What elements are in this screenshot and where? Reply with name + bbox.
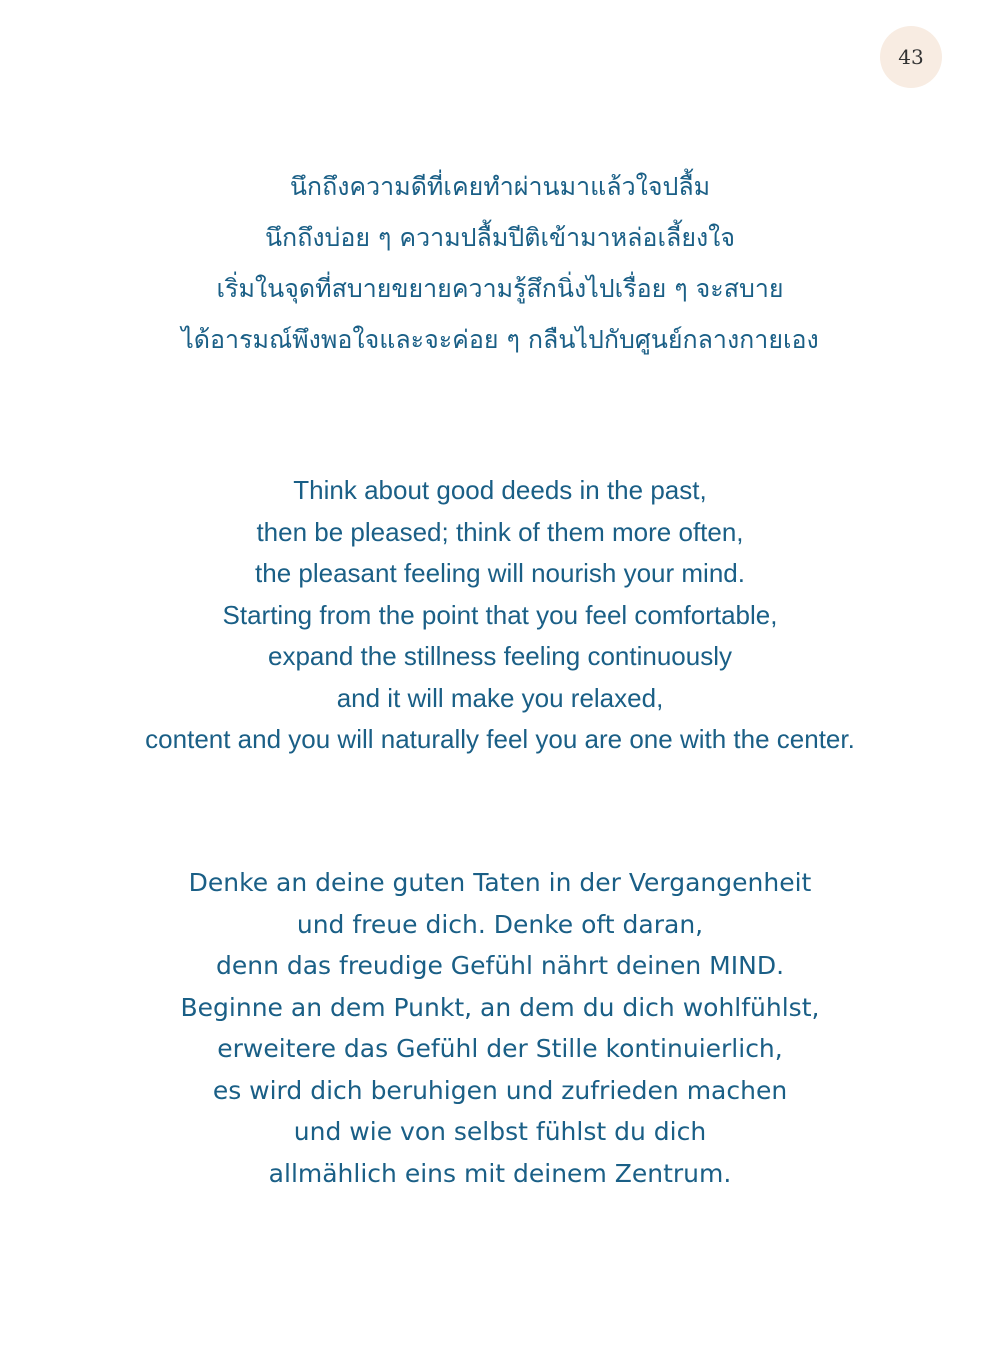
german-line: und wie von selbst fühlst du dich <box>293 1117 707 1146</box>
german-line: erweitere das Gefühl der Stille kontinuierlich, <box>217 1034 783 1063</box>
english-stanza <box>0 470 1000 761</box>
german-stanza <box>0 862 1000 1194</box>
german-line: es wird dich beruhigen und zufrieden machen <box>212 1075 788 1105</box>
english-line: then be pleased; think of them more often, <box>256 516 744 547</box>
thai-line: นึกถึงบ่อย ๆ ความปลื้มปีติเข้ามาหล่อเลี้ยงใจ <box>264 223 736 252</box>
page-number: 43 <box>898 45 924 69</box>
english-line: content and you will naturally feel you are one with the center. <box>145 724 855 754</box>
thai-line: เริ่มในจุดที่สบายขยายความรู้สึกนิ่งไปเรื่อย ๆ จะสบาย <box>216 274 784 303</box>
english-line: Think about good deeds in the past, <box>293 475 707 505</box>
thai-line: ได้อารมณ์พึงพอใจและจะค่อย ๆ กลืนไปกับศูนย์กลางกายเอง <box>181 325 819 354</box>
german-line: und freue dich. Denke oft daran, <box>296 909 704 939</box>
german-line: Beginne an dem Punkt, an dem du dich wohlfühlst, <box>180 992 820 1022</box>
thai-stanza <box>0 166 1000 370</box>
german-line: denn das freudige Gefühl nährt deinen MIND. <box>215 951 785 980</box>
german-line: allmählich eins mit deinem Zentrum. <box>268 1158 732 1188</box>
german-line: Denke an deine guten Taten in der Vergangenheit <box>188 868 812 897</box>
english-line: and it will make you relaxed, <box>336 682 664 713</box>
english-line: Starting from the point that you feel comfortable, <box>222 599 778 630</box>
english-line: the pleasant feeling will nourish your mind. <box>255 558 745 588</box>
english-line: expand the stillness feeling continuously <box>268 641 732 671</box>
thai-line: นึกถึงความดีที่เคยทำผ่านมาแล้วใจปลื้ม <box>289 172 711 201</box>
page-number-badge <box>880 26 942 88</box>
